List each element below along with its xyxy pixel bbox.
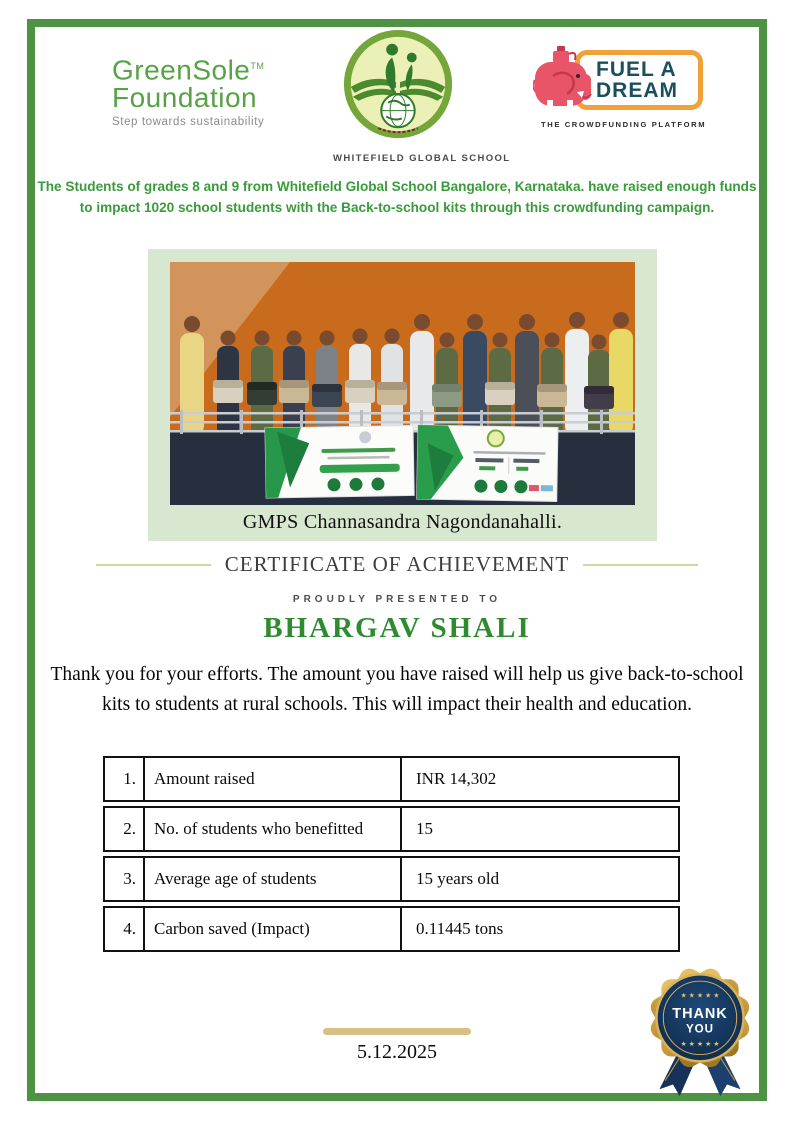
row-number: 1.	[105, 758, 145, 800]
fuel-tagline: THE CROWDFUNDING PLATFORM	[541, 120, 707, 129]
school-emblem-icon	[339, 28, 457, 144]
row-label: No. of students who benefitted	[145, 808, 402, 850]
certificate-title: CERTIFICATE OF ACHIEVEMENT	[224, 552, 570, 576]
table-row	[103, 906, 680, 952]
table-row	[103, 756, 680, 802]
date-text: 5.12.2025	[357, 1041, 437, 1063]
title-accent-line-left	[96, 564, 211, 566]
row-number: 3.	[105, 858, 145, 900]
badge-stars-bottom: ★ ★ ★ ★ ★	[680, 1039, 720, 1048]
row-number: 4.	[105, 908, 145, 950]
row-value: 15 years old	[416, 869, 500, 888]
thank-you-message: Thank you for your efforts. The amount you have raised will help us give back-to-school kits to students at rural schools. This will impact their health and education.	[50, 664, 744, 715]
row-label: Average age of students	[145, 858, 402, 900]
banner-right	[417, 425, 558, 501]
row-label: Carbon saved (Impact)	[145, 908, 402, 950]
title-accent-line-right	[583, 564, 698, 566]
greensole-name-line1: GreenSole	[112, 54, 251, 86]
whitefield-school-logo	[333, 28, 511, 164]
row-label: Amount raised	[145, 758, 402, 800]
badge-stars-top: ★ ★ ★ ★ ★	[680, 991, 720, 1000]
row-value: 0.11445 tons	[416, 919, 504, 938]
greensole-tm-mark: TM	[250, 61, 265, 71]
fuel-word-line2: DREAM	[596, 79, 678, 102]
row-value: 15	[416, 819, 433, 838]
photo-caption: GMPS Channasandra Nagondanahalli.	[242, 511, 563, 533]
recipient-name: BHARGAV SHALI	[263, 612, 531, 644]
row-value: INR 14,302	[416, 769, 497, 788]
badge-text-line2: YOU	[686, 1023, 714, 1036]
table-row	[103, 856, 680, 902]
presented-to-label: PROUDLY PRESENTED TO	[292, 594, 502, 605]
greensole-tagline: Step towards sustainability	[112, 116, 265, 129]
impact-statement: The Students of grades 8 and 9 from Whitefield Global School Bangalore, Karnataka. have raised enough funds to impact 1020 school students with the Back-to-school kits through this crowdfunding campaign.	[37, 179, 757, 215]
group-photo	[170, 262, 635, 505]
photo-panel	[148, 249, 657, 541]
school-name-label: WHITEFIELD GLOBAL SCHOOL	[333, 153, 511, 164]
badge-text-line1: THANK	[672, 1005, 728, 1022]
date-accent-line	[323, 1028, 471, 1035]
row-number: 2.	[105, 808, 145, 850]
certificate-title-row	[0, 552, 794, 577]
table-row	[103, 806, 680, 852]
greensole-name	[112, 52, 312, 84]
greensole-foundation-logo	[112, 52, 312, 128]
banner-left	[265, 425, 414, 498]
impact-stats-table	[103, 756, 680, 956]
greensole-name-line2: Foundation	[112, 82, 258, 114]
elephant-pump-icon	[533, 46, 597, 118]
date-block	[0, 1028, 794, 1064]
fuel-word-line1: FUEL A	[596, 58, 677, 81]
